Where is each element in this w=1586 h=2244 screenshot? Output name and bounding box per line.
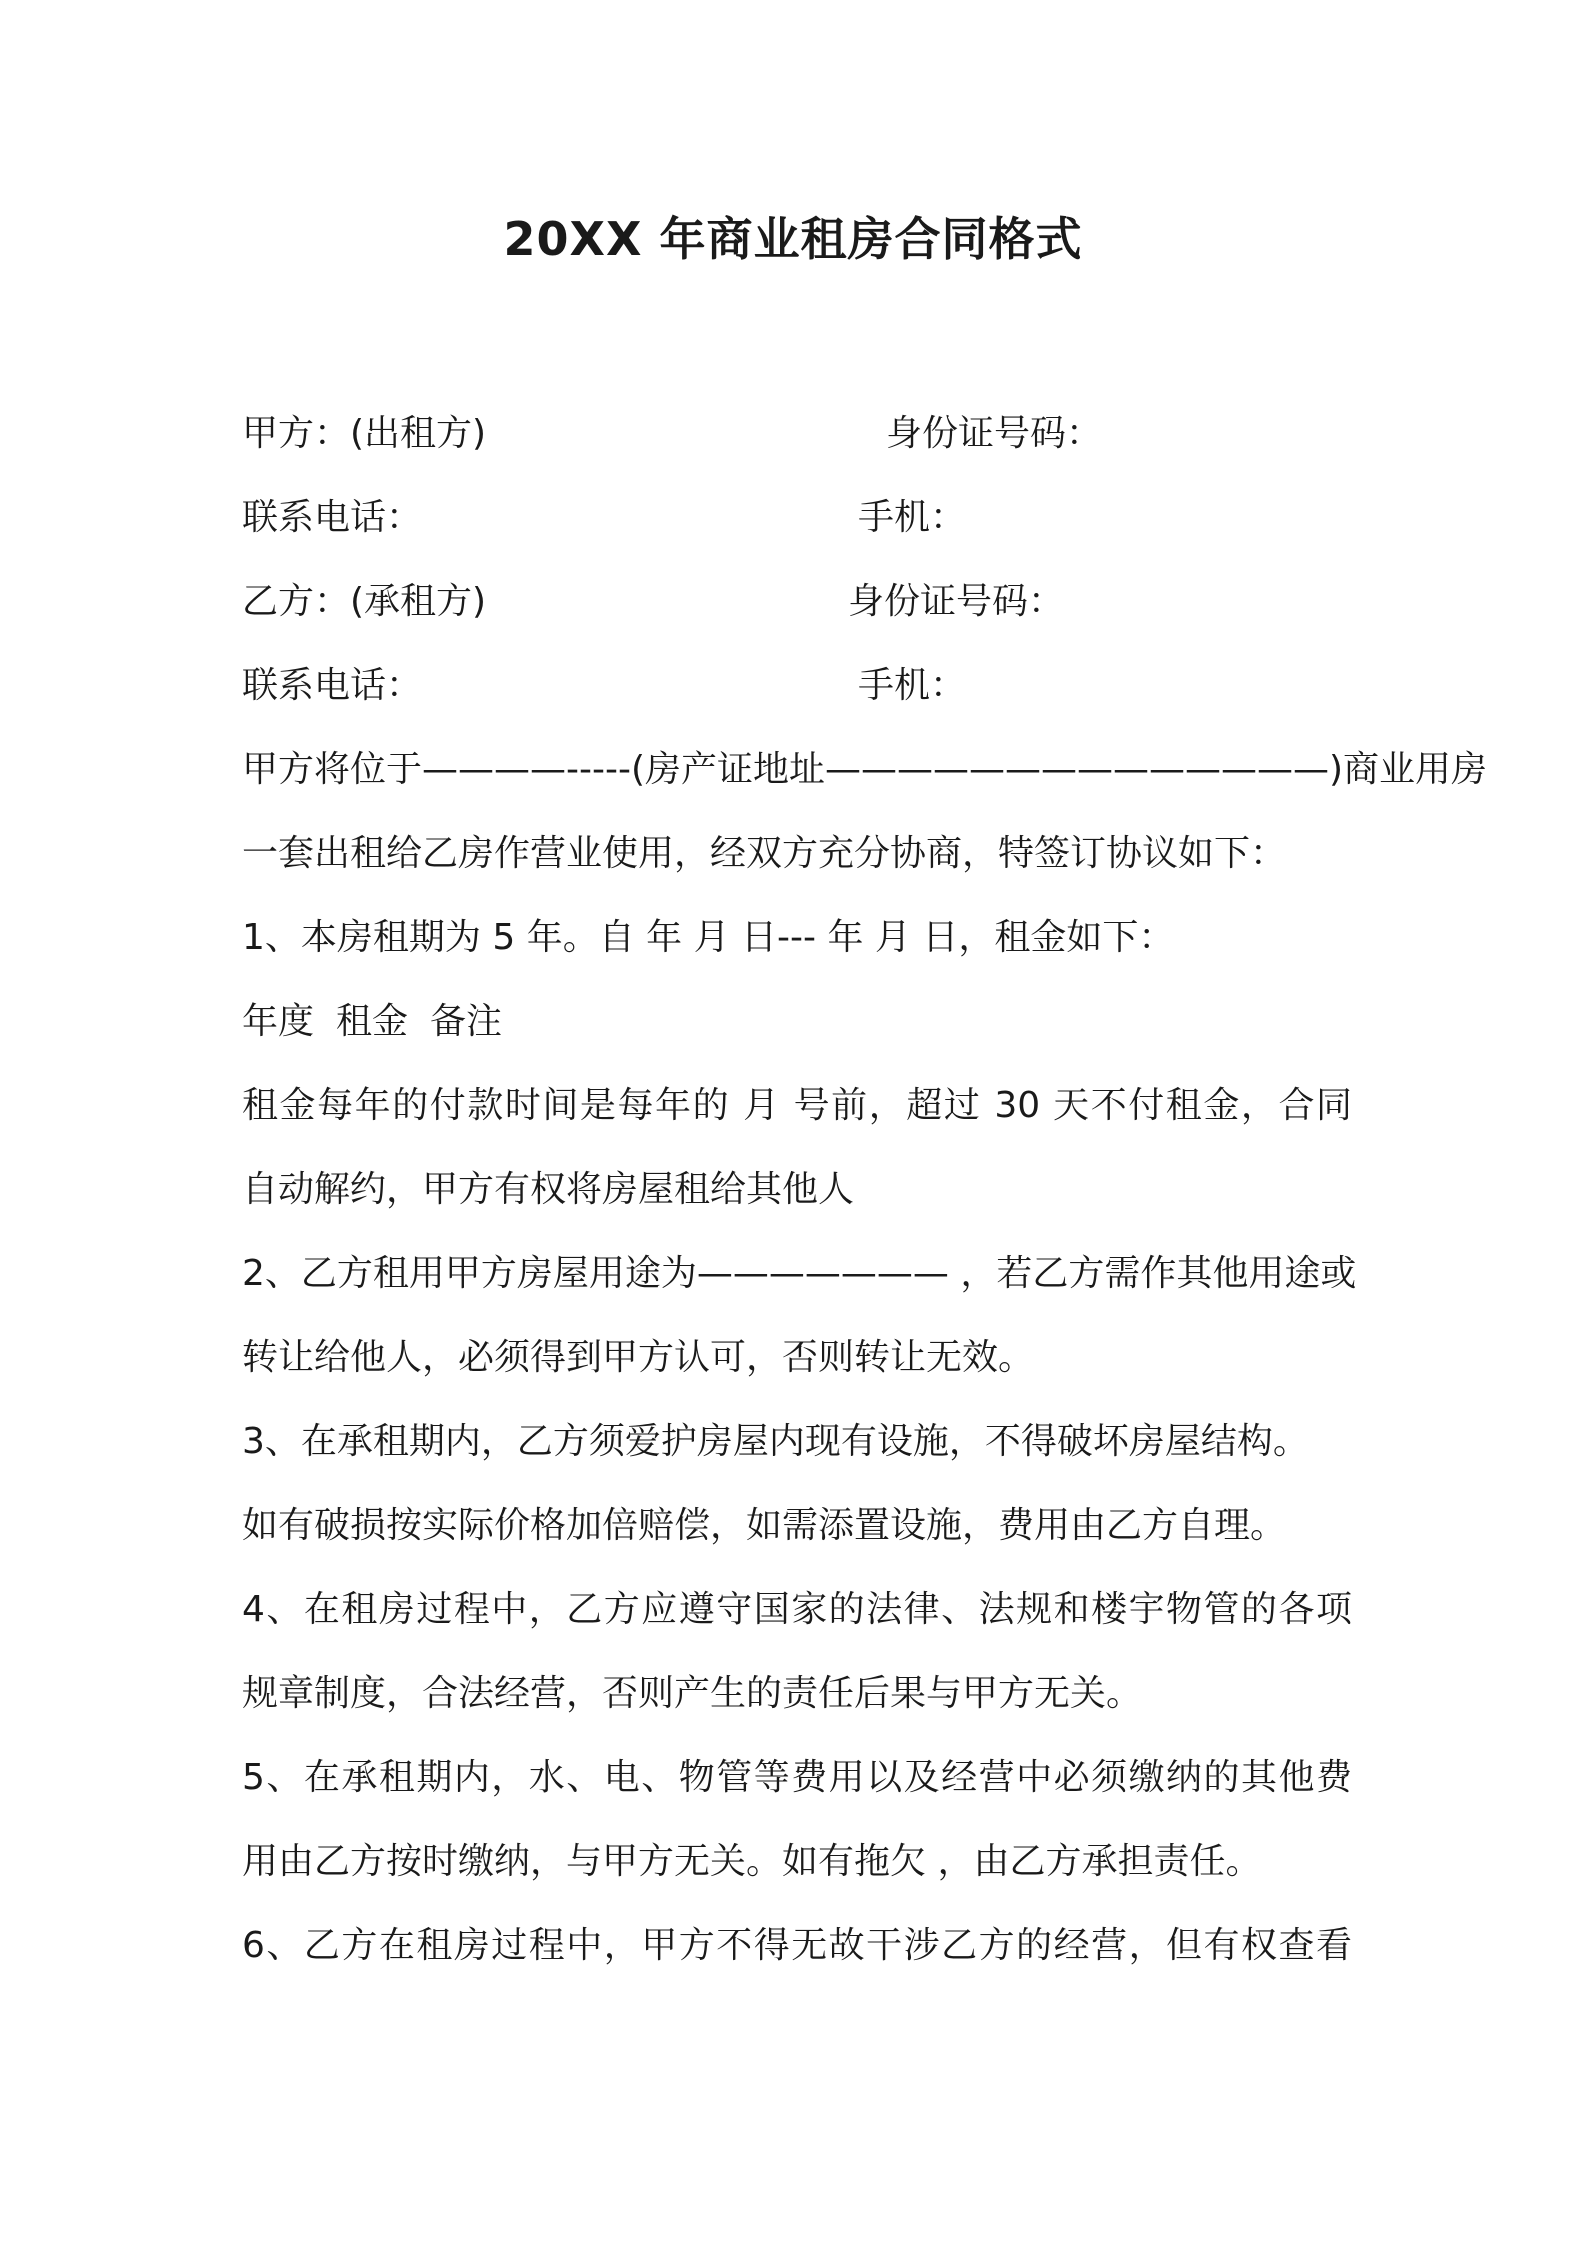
rent-table-col-note: 备注 (430, 1001, 503, 1042)
party-b-name-label: 乙方：(承租方) (242, 581, 487, 622)
clause-5-line-1: 5、在承租期内，水、电、物管等费用以及经营中必须缴纳的其他费 (242, 1757, 1352, 1798)
intro-line-1: 甲方将位于————-----(房产证地址——————————————)商业用房 (242, 749, 1488, 790)
rent-table-header (242, 1000, 502, 1043)
party-a-mobile-label: 手机： (858, 497, 967, 538)
rent-table-col-year: 年度 (242, 1001, 315, 1042)
party-a-name-label: 甲方：(出租方) (242, 413, 487, 454)
rent-table-col-rent: 租金 (336, 1001, 409, 1042)
clause-4-line-2: 规章制度，合法经营，否则产生的责任后果与甲方无关。 (242, 1673, 1143, 1714)
party-a-id-label: 身份证号码： (886, 413, 1103, 454)
clause-2-line-1: 2、乙方租用甲方房屋用途为——————— ，若乙方需作其他用途或 (242, 1253, 1357, 1294)
party-b-phone-label: 联系电话： (242, 665, 423, 706)
party-a-phone-label: 联系电话： (242, 497, 423, 538)
document-title: 20XX 年商业租房合同格式 (503, 212, 1083, 266)
clause-1-payment-line-1: 租金每年的付款时间是每年的 月 号前，超过 30 天不付租金，合同 (242, 1085, 1352, 1126)
clause-3-line-1: 3、在承租期内，乙方须爱护房屋内现有设施，不得破坏房屋结构。 (242, 1421, 1309, 1462)
clause-1-payment-line-2: 自动解约，甲方有权将房屋租给其他人 (242, 1169, 855, 1210)
clause-4-line-1: 4、在租房过程中，乙方应遵守国家的法律、法规和楼宇物管的各项 (242, 1589, 1352, 1630)
party-b-id-label: 身份证号码： (848, 581, 1065, 622)
clause-6-line-1: 6、乙方在租房过程中，甲方不得无故干涉乙方的经营，但有权查看 (242, 1925, 1352, 1966)
clause-5-line-2: 用由乙方按时缴纳，与甲方无关。如有拖欠 ，由乙方承担责任。 (242, 1841, 1262, 1882)
intro-line-2: 一套出租给乙房作营业使用，经双方充分协商，特签订协议如下： (242, 833, 1287, 874)
clause-1-term: 1、本房租期为 5 年。自 年 月 日--- 年 月 日，租金如下： (242, 917, 1175, 958)
clause-2-line-2: 转让给他人，必须得到甲方认可，否则转让无效。 (242, 1337, 1035, 1378)
party-b-mobile-label: 手机： (858, 665, 967, 706)
clause-3-line-2: 如有破损按实际价格加倍赔偿，如需添置设施，费用由乙方自理。 (242, 1505, 1287, 1546)
